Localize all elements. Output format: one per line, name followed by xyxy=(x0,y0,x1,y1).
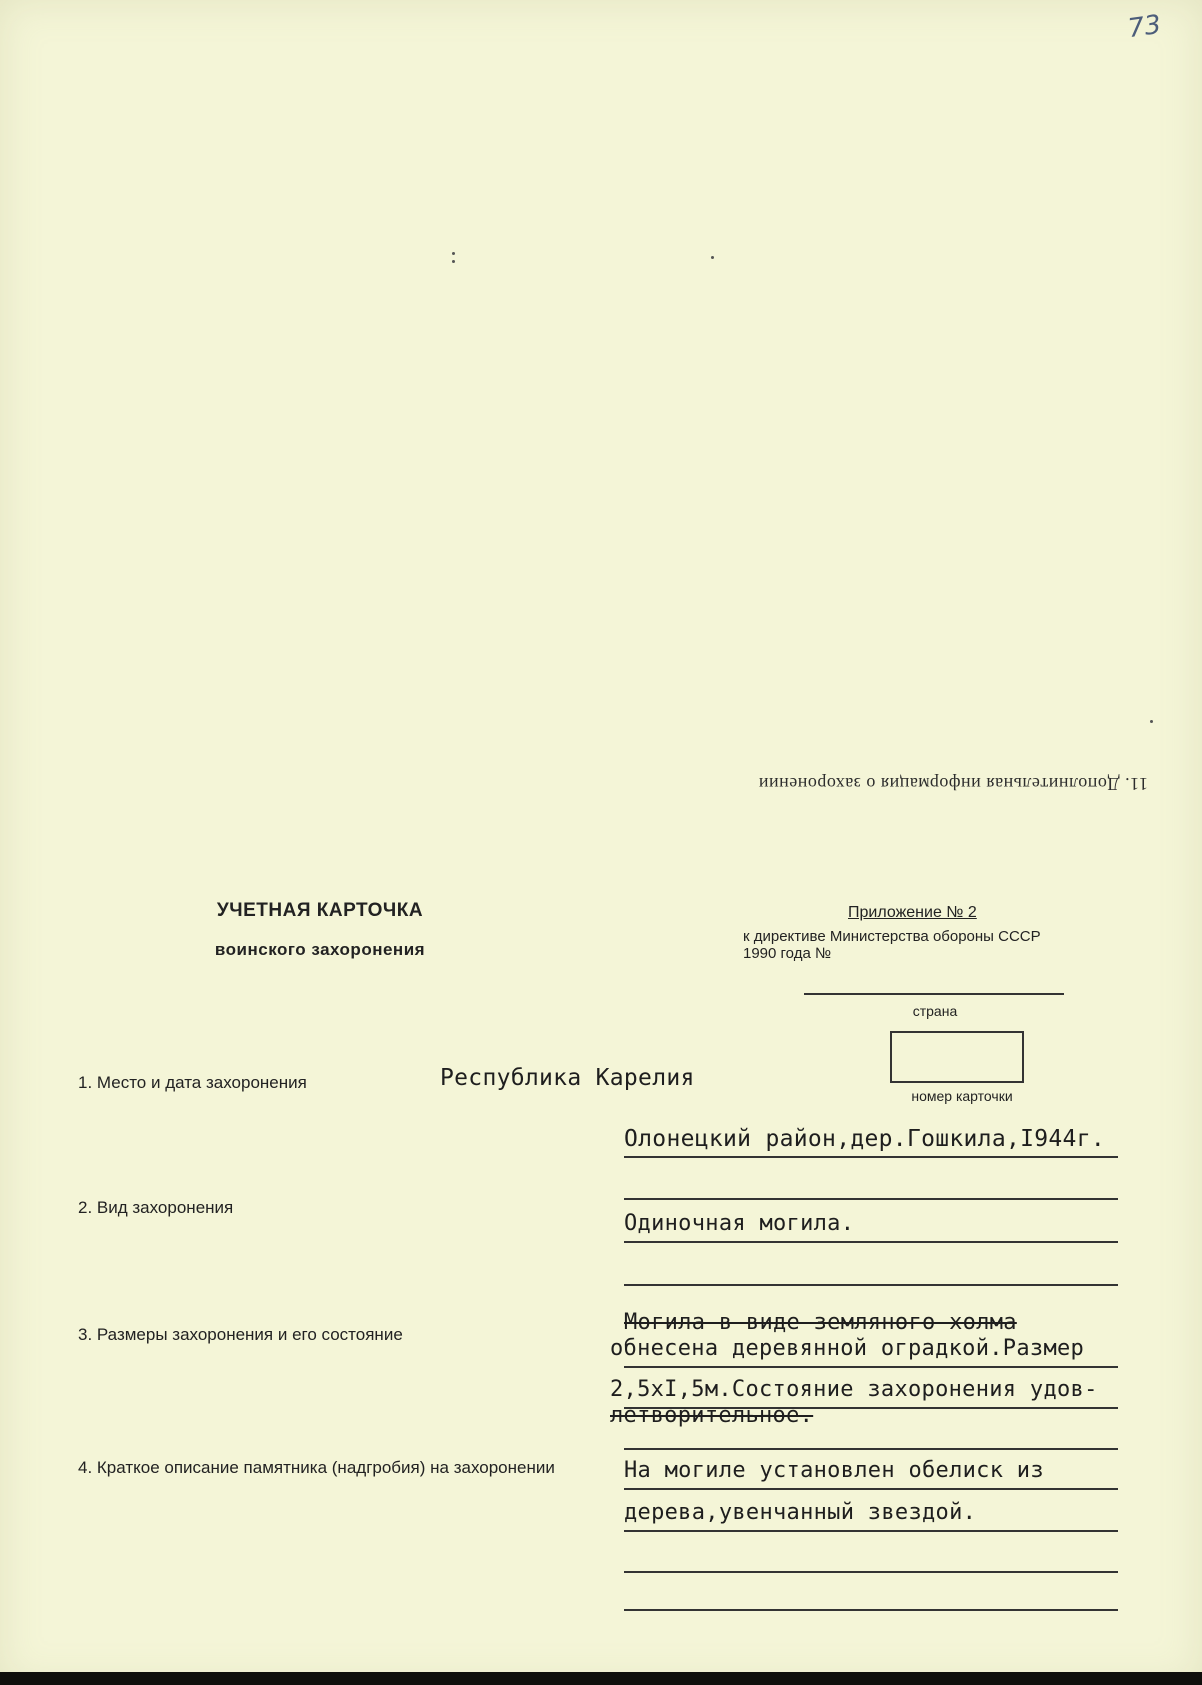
directive-line-2: 1990 года № xyxy=(743,945,832,962)
directive-reference xyxy=(743,928,1123,962)
speck xyxy=(452,260,455,263)
field-2-label: 2. Вид захоронения xyxy=(78,1198,234,1217)
field-2-line-1 xyxy=(624,1241,1118,1243)
appendix-number: Приложение № 2 xyxy=(848,904,977,921)
country-label: страна xyxy=(912,1003,958,1019)
field-1-value-line-2: Олонецкий район,дер.Гошкила,I944г. xyxy=(624,1126,1106,1152)
field-3-value-line-3: 2,5хI,5м.Состояние захоронения удов- xyxy=(610,1377,1098,1402)
field-3-label: 3. Размеры захоронения и его состояние xyxy=(78,1325,403,1344)
field-3-line-2 xyxy=(624,1407,1118,1409)
speck xyxy=(1150,720,1153,723)
field-3-value-line-2: обнесена деревянной оградкой.Размер xyxy=(610,1336,1085,1361)
field-4-line-1 xyxy=(624,1488,1118,1490)
field-4-label: 4. Краткое описание памятника (надгробия) на захоронении xyxy=(78,1458,555,1477)
field-4-line-2 xyxy=(624,1530,1118,1532)
field-3-line-1 xyxy=(624,1366,1118,1368)
card-number-box xyxy=(890,1031,1024,1083)
card-number-label: номер карточки xyxy=(911,1088,1013,1104)
speck xyxy=(711,256,714,259)
scan-border xyxy=(0,1672,1202,1685)
field-1-label: 1. Место и дата захоронения xyxy=(78,1073,307,1092)
field-3-line-3 xyxy=(624,1448,1118,1450)
card-subtitle: воинского захоронения xyxy=(214,940,426,959)
field-4-line-3 xyxy=(624,1571,1118,1573)
field-3-value-line-4: летворительное. xyxy=(610,1403,814,1428)
directive-line-1: к директиве Министерства обороны СССР xyxy=(743,928,1041,945)
flipped-section-heading: 11. Дополнительная информация о захоронении xyxy=(758,774,1148,794)
field-1-line-2 xyxy=(624,1198,1118,1200)
field-2-value: Одиночная могила. xyxy=(624,1211,855,1236)
field-1-line-1 xyxy=(624,1156,1118,1158)
field-1-value-line-1: Республика Карелия xyxy=(440,1065,695,1091)
field-4-line-4 xyxy=(624,1609,1118,1611)
field-2-line-2 xyxy=(624,1284,1118,1286)
card-title: УЧЕТНАЯ КАРТОЧКА xyxy=(216,900,424,921)
field-4-value-line-2: дерева,увенчанный звездой. xyxy=(624,1500,977,1525)
field-3-value-line-1: Могила в виде земляного холма xyxy=(624,1310,1017,1335)
field-4-value-line-1: На могиле установлен обелиск из xyxy=(624,1458,1044,1483)
country-field-line xyxy=(804,993,1064,995)
speck xyxy=(452,252,455,255)
page-number: 73 xyxy=(1126,9,1164,45)
